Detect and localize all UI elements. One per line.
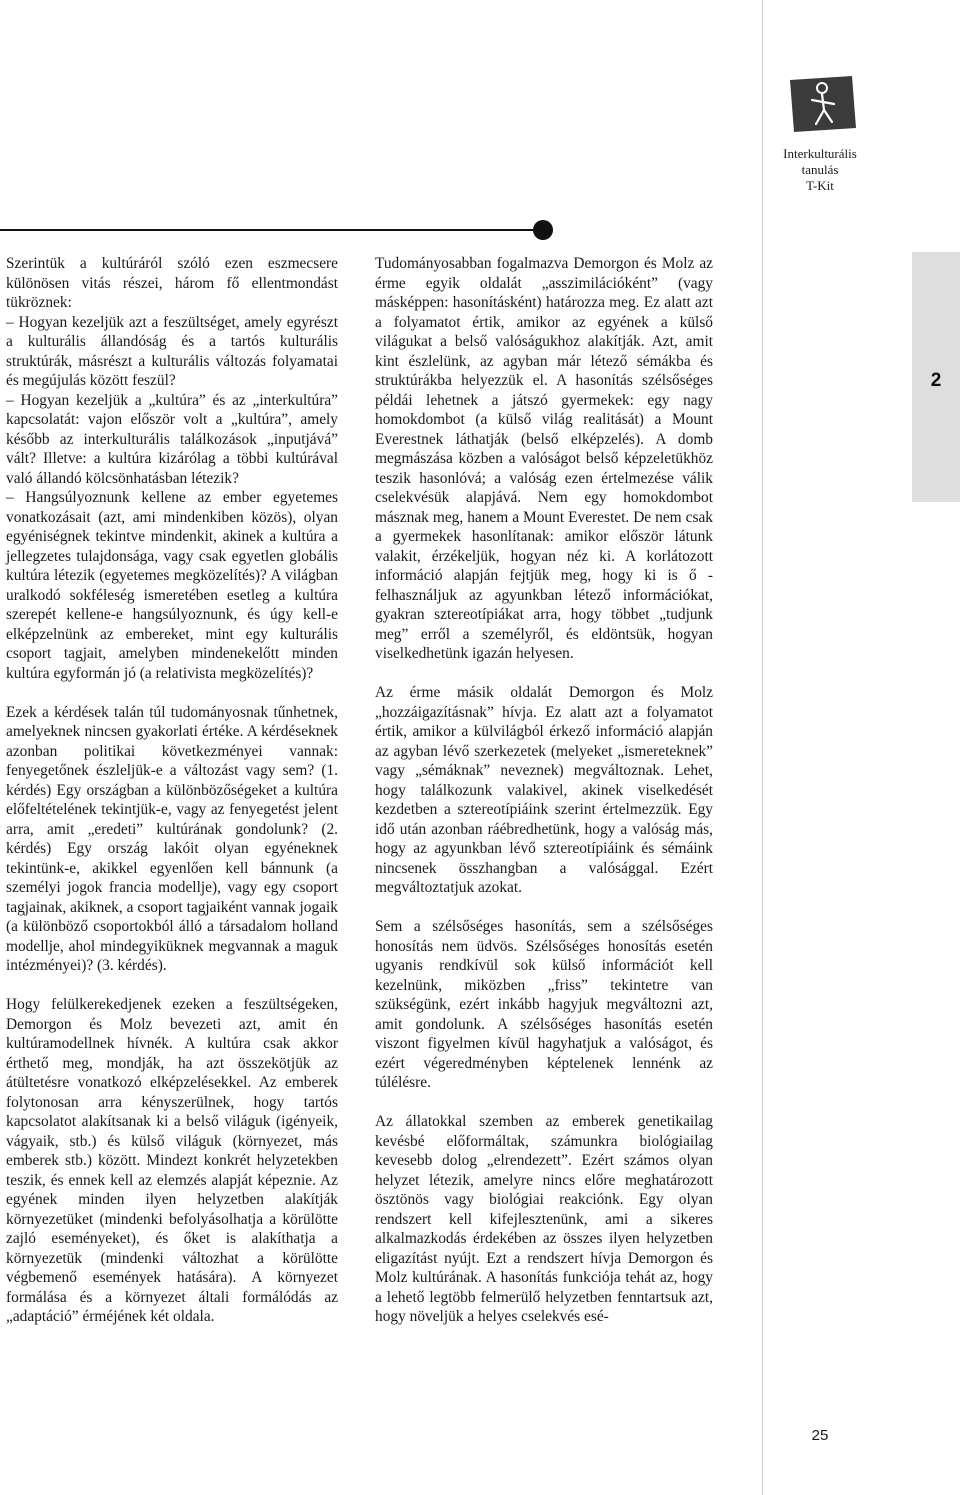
- question-item-3: – Hangsúlyoznunk kellene az ember egyetemes vonatkozásait (azt, ami mindenkiben közös), olyan egyéniségnek tekintve mindenkit, akinek a kultúra a jellegzetes tulajdonsága, vagy csak egyetlen globális kultúra létezik (egyetemes megközelítés)? A világban uralkodó sokféleség ismeretében esetleg a kultúra szerepét kellene-e hangsúlyoznunk, és úgy kell-e elképzelnünk az embereket, mint egy kulturális csoport tagjait, amelyben mindenekelőtt minden kultúra egyformán jó (a relativista megközelítés)?: [6, 489, 338, 682]
- intro-paragraph: Szerintük a kultúráról szóló ezen eszmecsere különösen vitás részei, három fő ellentmondást tükröznek:: [6, 255, 338, 311]
- page-number: 25: [811, 1427, 829, 1444]
- series-label-line1: Interkulturális: [783, 146, 857, 161]
- right-text-column: [375, 254, 713, 1327]
- chapter-tab: [912, 252, 960, 502]
- t-kit-logo-icon: [786, 74, 858, 134]
- margin-divider-line: [762, 0, 763, 1495]
- series-label-line3: T-Kit: [806, 178, 834, 193]
- body-paragraph-3: Hogy felülkerekedjenek ezeken a feszültségeken, Demorgon és Molz bevezeti azt, amit én kultúramodellnek hívnék. A kultúra csak akkor érthető meg, mondják, ha azt összekötjük az átültetésre vonatkozó elképzelésekkel. Az emberek folytonosan arra kényszerülnek, hogy tartós kapcsolatot alakítsanak ki a belső világuk (igényeik, vágyaik, stb.) és külső világuk (környezet, más emberek stb.) között. Mindezt konkrét helyzetekben teszik, és ennek kell az elemzés alapját képeznie. Az egyének minden ilyen helyzetben alakítják környezetüket (mindenki befolyásolhatja a körülötte zajló eseményeket), és őket is alakíthatja a környezetük (mindenki változhat a körülötte végbemenő események hatására). A környezet formálása és a környezet általi formálódás az „adaptáció” érméjének két oldala.: [6, 996, 338, 1325]
- header-rule: [0, 229, 538, 231]
- question-item-1: – Hogyan kezeljük azt a feszültséget, amely egyrészt a kulturális állandóság és a tartós kulturális struktúrák, másrészt a kulturális változás folyamatai és megújulás között feszül?: [6, 313, 338, 389]
- left-text-column: [6, 254, 338, 1327]
- body-paragraph-7: Az állatokkal szemben az emberek genetikailag kevésbé előformáltak, számunkra biológiailag kevesebb dolog „elrendezett”. Ezért számos olyan helyzet létezik, amelyre nincs előre meghatározott ösztönös vagy biológiai reakciónk. Egy olyan rendszert kell kifejlesztenünk, ami a sikeres alkalmazkodás érdekében az összes ilyen helyzetben eligazítást nyújt. Ezt a rendszert hívja Demorgon és Molz kultúrának. A hasonítás funkciója tehát az, hogy a lehető legtöbb felmerülő helyzetben fenntartsuk azt, hogy növeljük a helyes cselekvés esé-: [375, 1113, 713, 1325]
- body-paragraph-4: Tudományosabban fogalmazva Demorgon és Molz az érme egyik oldalát „asszimilációként” (vagy másképpen: hasonításként) határozza meg. Ez alatt azt a folyamatot értik, amikor az egyének a külső világukat a belső valóságukhoz alakítják. Azt, amit kint észlelünk, az agyban már létező sémákba és struktúrákba helyezzük el. A hasonítás szélsőséges példái lehetnek a játszó gyermekek: egy nagy homokdombot (a külső világ realitását) a Mount Everestnek láthatják (belső elképzelés). A domb megmászása közben a valóságot belső képzeletükhöz teszik hasonlóvá; a valóság ezen értelmezése válik cselekvésük alapjává. Nem egy homokdombot másznak meg, hanem a Mount Everestet. De nem csak a gyermekek hasonlítanak: amikor először látunk valakit, érzékeljük, hogyan néz ki. A korlátozott információ alapján fejtjük meg, hogy ki is ő - felhasználjuk az agyunkban létező információkat, gyakran sztereotípiákat arra, hogy többet „tudjunk meg” erről a személyről, és eldöntsük, hogyan viselkedhetünk igazán helyesen.: [375, 255, 713, 662]
- body-paragraph-2: Ezek a kérdések talán túl tudományosnak tűnhetnek, amelyeknek nincsen gyakorlati értéke. A kérdéseknek azonban politikai következményei vannak: fenyegetőnek észleljük-e a változást vagy sem? (1. kérdés) Egy országban a különbözőségeket a kultúra előfeltételének tekintjük-e, vagy az fenyegetést jelent arra, amit „eredeti” kultúrának gondolunk? (2. kérdés) Egy ország lakóit olyan egyéneknek tekintünk-e, akikkel egyenlően kell bánnunk (a személyi jogok francia modellje), vagy egy csoport tagjainak, akiknek, a csoport tagjaiként vannak jogaik (a különböző csoportokból álló a társadalom holland modellje, ahol mindegyiküknek megvannak a maguk intézményei)? (3. kérdés).: [6, 703, 338, 974]
- header-rule-dot: [533, 220, 553, 240]
- chapter-number: 2: [930, 370, 942, 391]
- body-paragraph-6: Sem a szélsőséges hasonítás, sem a szélsőséges honosítás nem üdvös. Szélsőséges honosítás esetén ugyanis rendkívül sok külső információt kell kezelnünk, miközben „friss” tekintetre van szükségünk, ezért inkább hagyjuk megváltozni azt, amit gondolunk. A szélsőséges hasonítás esetén viszont figyelmen kívül hagyhatjuk a valóságot, és ezért végeredményben képtelenek lennénk az túlélésre.: [375, 918, 713, 1091]
- series-label-line2: tanulás: [801, 162, 839, 177]
- body-paragraph-5: Az érme másik oldalát Demorgon és Molz „hozzáigazításnak” hívja. Ez alatt azt a folyamatot értik, amikor a külvilágból érkező információ alapján az agyban lévő szerkezetek (melyeket „ismereteknek” vagy „sémáknak” neveznek) megváltoznak. Lehet, hogy találkozunk valakivel, akinek viselkedését kezdetben a sztereotípiáink szerint értelmezzük. Egy idő után azonban ráébredhetünk, hogy a valóság más, hogy az agyunkban lévő sztereotípiáink és sémáink nincsenek összhangban a valósággal. Ezért megváltoztatjuk azokat.: [375, 684, 713, 896]
- question-item-2: – Hogyan kezeljük a „kultúra” és az „interkultúra” kapcsolatát: vajon először volt a „kultúra”, amely később az interkulturális találkozások „inputjává” vált? Illetve: a kultúra kizárólag a többi kultúrával való állandó kölcsönhatásban létezik?: [6, 391, 338, 487]
- series-label: [768, 146, 872, 194]
